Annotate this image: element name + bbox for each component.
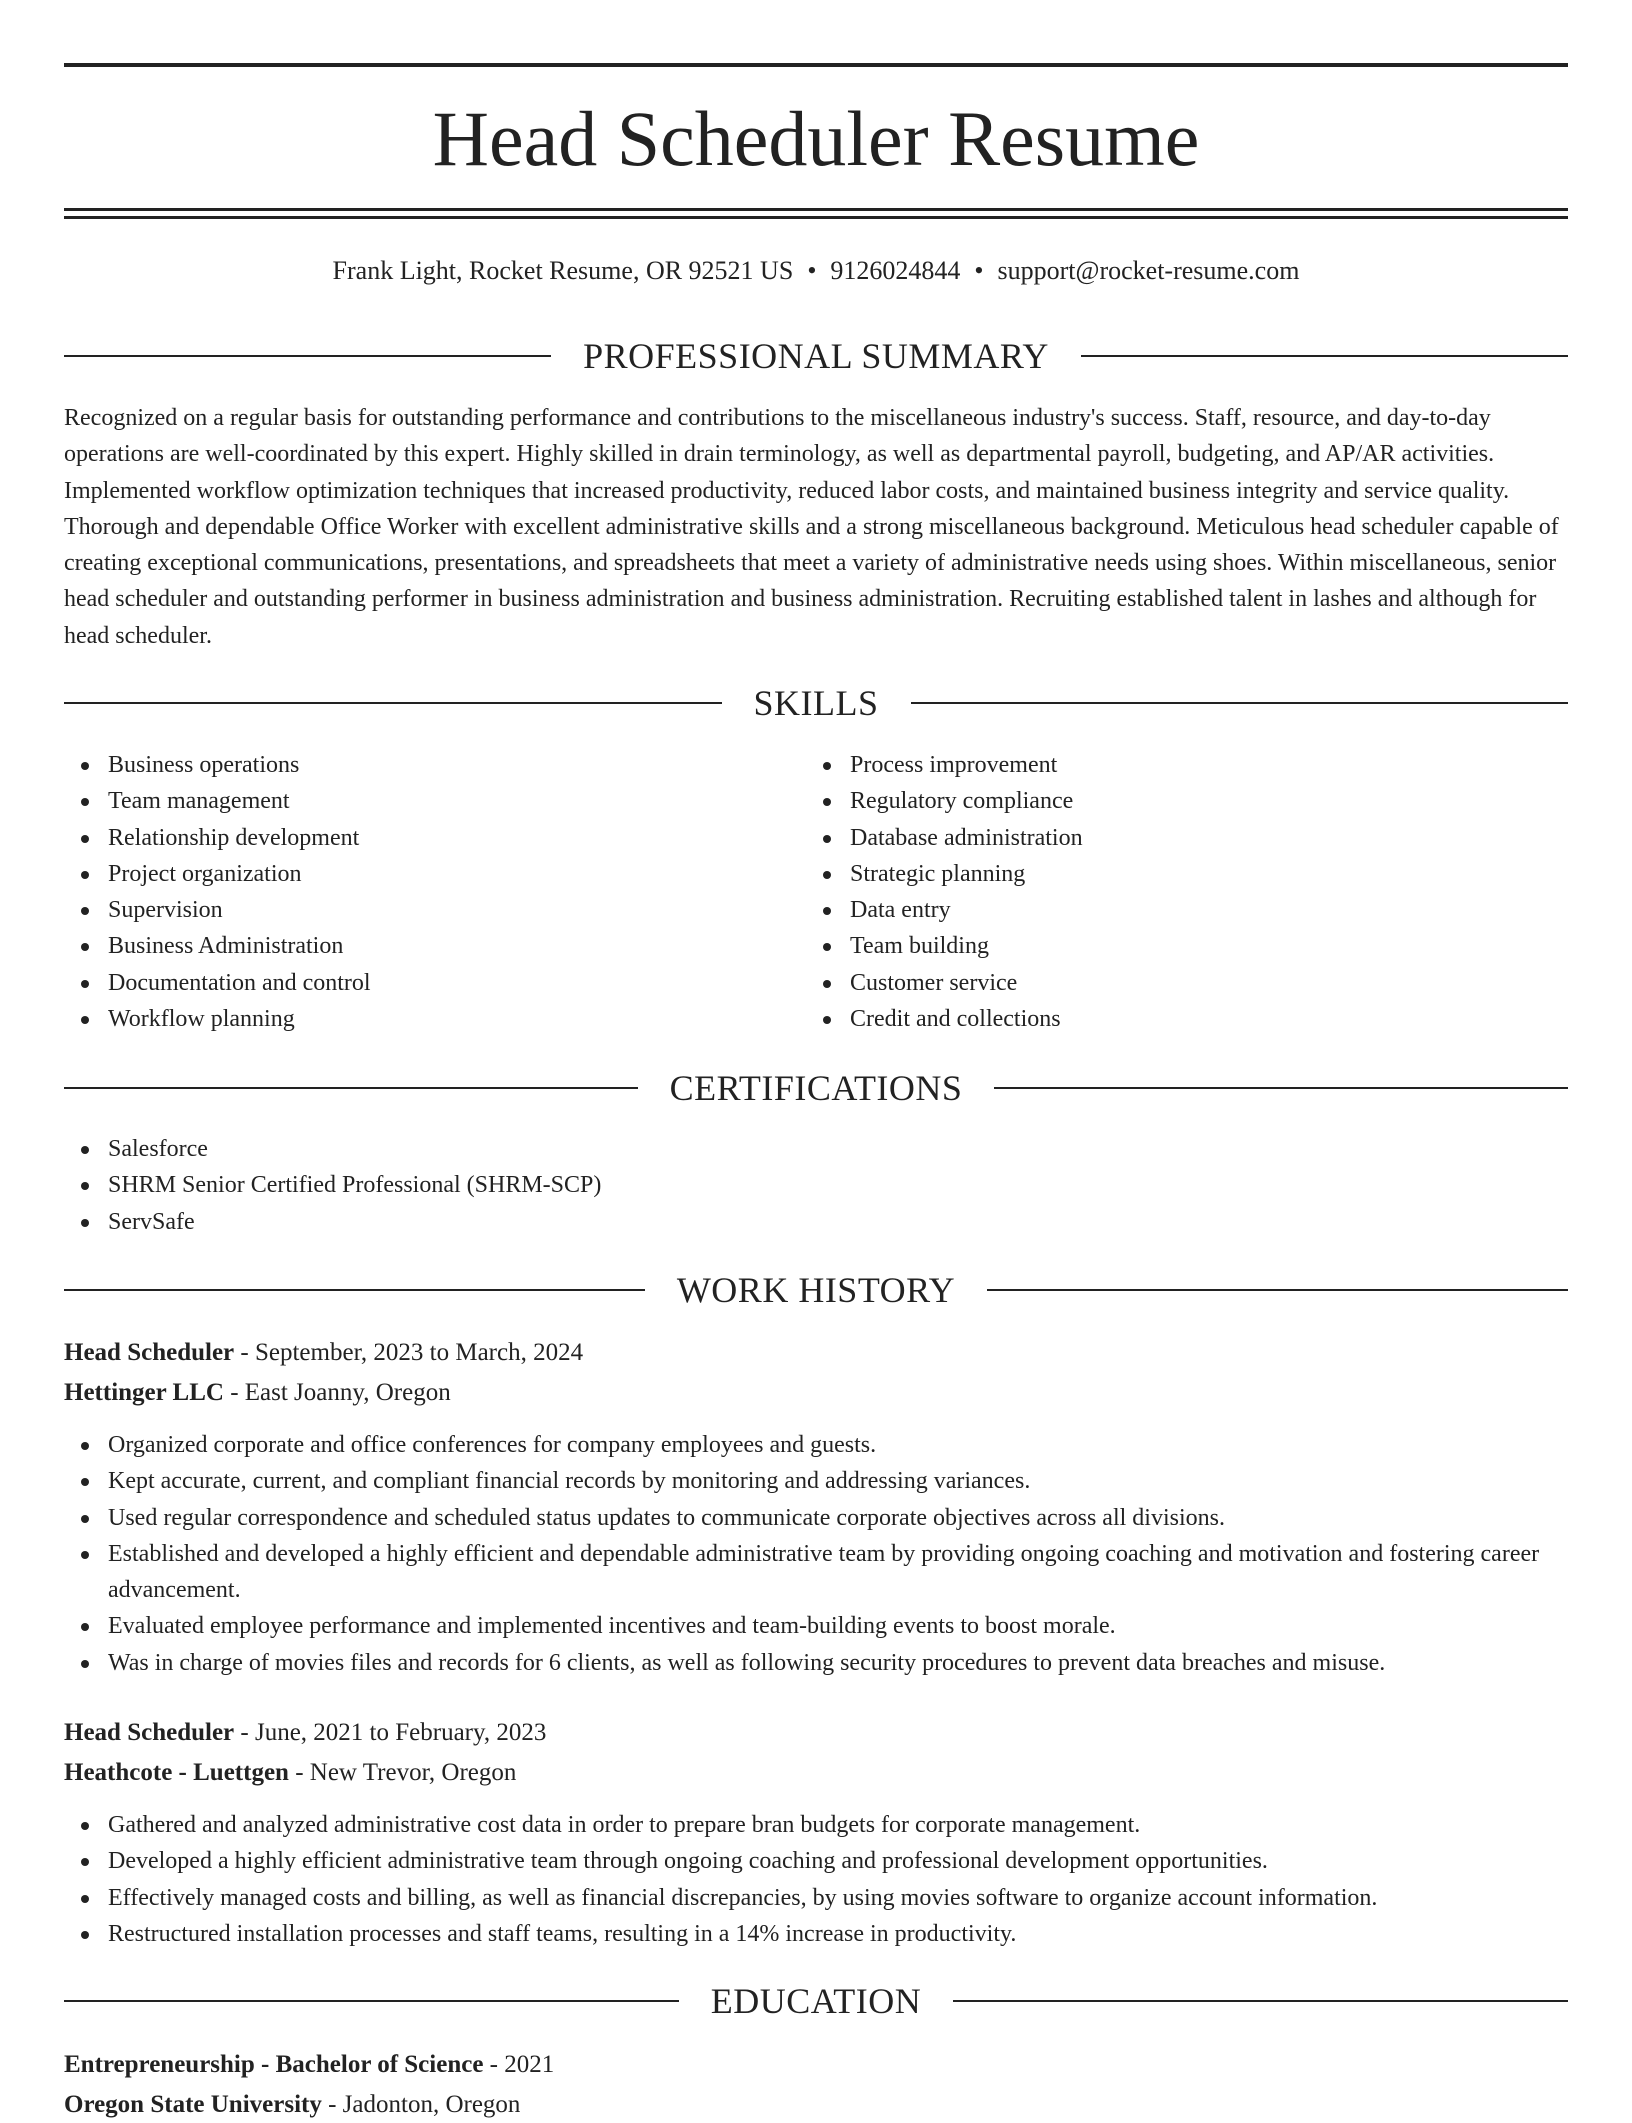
skill-item: Supervision [64, 892, 804, 928]
job-bullets-block [64, 1807, 1568, 1952]
education-degree: Entrepreneurship - Bachelor of Science [64, 2051, 484, 2078]
certification-item: ServSafe [64, 1204, 1568, 1240]
certifications-block [64, 1131, 1568, 1240]
job-bullet-item: Kept accurate, current, and compliant financial records by monitoring and addressing variances. [64, 1463, 1568, 1499]
heading-rule [911, 702, 1569, 704]
job-company-line [64, 1755, 1568, 1791]
title-double-rule [64, 208, 1568, 219]
job-bullet-item: Organized corporate and office conferences for company employees and guests. [64, 1427, 1568, 1463]
education-degree-line [64, 2047, 1568, 2083]
heading-rule [64, 1289, 645, 1291]
certification-item: Salesforce [64, 1131, 1568, 1167]
heading-rule [953, 2000, 1568, 2002]
skill-item: Process improvement [806, 747, 1546, 783]
job-company: Hettinger LLC [64, 1379, 224, 1406]
contact-line [64, 254, 1568, 288]
skill-item: Customer service [806, 965, 1546, 1001]
skill-item: Business Administration [64, 928, 804, 964]
skill-item: Regulatory compliance [806, 783, 1546, 819]
contact-separator: • [807, 256, 817, 285]
job-bullet-list [64, 1807, 1568, 1952]
job-bullet-item: Effectively managed costs and billing, as well as financial discrepancies, by using movies software to organize account information. [64, 1880, 1568, 1916]
job-bullet-item: Gathered and analyzed administrative cost data in order to prepare bran budgets for corporate management. [64, 1807, 1568, 1843]
education-location: - Jadonton, Oregon [321, 2091, 521, 2118]
job-company: Heathcote - Luettgen [64, 1759, 289, 1786]
job-bullet-item: Was in charge of movies files and records for 6 clients, as well as following security procedures to prevent data breaches and misuse. [64, 1645, 1568, 1681]
skill-item: Strategic planning [806, 856, 1546, 892]
skill-item: Credit and collections [806, 1001, 1546, 1037]
job-company-line [64, 1375, 1568, 1411]
skill-item: Database administration [806, 820, 1546, 856]
section-title: CERTIFICATIONS [669, 1068, 963, 1108]
education-school-line [64, 2087, 1568, 2123]
section-title: PROFESSIONAL SUMMARY [583, 336, 1049, 376]
heading-rule [64, 2000, 679, 2002]
job-title: Head Scheduler [64, 1339, 235, 1366]
skills-right-column [806, 747, 1546, 1037]
contact-phone: 9126024844 [830, 256, 961, 285]
top-rule [64, 63, 1568, 67]
certifications-list [64, 1131, 1568, 1240]
job-dates: - September, 2023 to March, 2024 [234, 1339, 584, 1366]
job-bullet-item: Used regular correspondence and scheduled status updates to communicate corporate objectives across all divisions. [64, 1500, 1568, 1536]
skill-item: Workflow planning [64, 1001, 804, 1037]
heading-rule [994, 1087, 1568, 1089]
job-location: - New Trevor, Oregon [288, 1759, 517, 1786]
section-title: EDUCATION [710, 1981, 922, 2021]
contact-address: Frank Light, Rocket Resume, OR 92521 US [332, 256, 794, 285]
skills-list [64, 747, 804, 1037]
heading-rule [64, 1087, 638, 1089]
heading-rule [987, 1289, 1568, 1291]
certification-item: SHRM Senior Certified Professional (SHRM-SCP) [64, 1167, 1568, 1203]
skill-item: Project organization [64, 856, 804, 892]
education-year: - 2021 [483, 2051, 555, 2078]
section-heading-education [64, 1978, 1568, 2024]
job-bullets-block [64, 1427, 1568, 1681]
skill-item: Data entry [806, 892, 1546, 928]
section-heading-summary [64, 333, 1568, 379]
contact-separator: • [974, 256, 984, 285]
skills-list [806, 747, 1546, 1037]
heading-rule [1081, 355, 1568, 357]
job-bullet-item: Developed a highly efficient administrative team through ongoing coaching and professional development opportunities. [64, 1843, 1568, 1879]
section-title: WORK HISTORY [676, 1270, 956, 1310]
contact-email: support@rocket-resume.com [997, 256, 1300, 285]
section-title: SKILLS [753, 683, 879, 723]
section-heading-skills [64, 680, 1568, 726]
skill-item: Team building [806, 928, 1546, 964]
job-bullet-item: Established and developed a highly efficient and dependable administrative team by providing ongoing coaching and motivation and fostering career advancement. [64, 1536, 1568, 1609]
job-location: - East Joanny, Oregon [223, 1379, 451, 1406]
job-bullet-list [64, 1427, 1568, 1681]
skill-item: Documentation and control [64, 965, 804, 1001]
skill-item: Relationship development [64, 820, 804, 856]
job-bullet-item: Evaluated employee performance and implemented incentives and team-building events to boost morale. [64, 1608, 1568, 1644]
heading-rule [64, 355, 551, 357]
job-dates: - June, 2021 to February, 2023 [234, 1719, 547, 1746]
section-heading-work-history [64, 1267, 1568, 1313]
summary-text: Recognized on a regular basis for outstanding performance and contributions to the miscellaneous industry's success. Staff, resource, and day-to-day operations are well-coordinated by this expert. Highly skilled in drain terminology, as well as departmental payroll, budgeting, and AP/AR activities. Implemented workflow optimization techniques that increased productivity, reduced labor costs, and maintained business integrity and service quality. Thorough and dependable Office Worker with excellent administrative skills and a strong miscellaneous background. Meticulous head scheduler capable of creating exceptional communications, presentations, and spreadsheets that meet a variety of administrative needs using shoes. Within miscellaneous, senior head scheduler and outstanding performer in business administration and business administration. Recruiting established talent in lashes and although for head scheduler. [64, 405, 1559, 649]
education-school: Oregon State University [64, 2091, 322, 2118]
job-bullet-item: Restructured installation processes and staff teams, resulting in a 14% increase in productivity. [64, 1916, 1568, 1952]
section-heading-certifications [64, 1065, 1568, 1111]
job-title-line [64, 1715, 1568, 1751]
heading-rule [64, 702, 722, 704]
job-title-line [64, 1335, 1568, 1371]
job-title: Head Scheduler [64, 1719, 235, 1746]
skill-item: Business operations [64, 747, 804, 783]
page-title: Head Scheduler Resume [432, 95, 1200, 182]
skills-left-column [64, 747, 804, 1037]
skill-item: Team management [64, 783, 804, 819]
